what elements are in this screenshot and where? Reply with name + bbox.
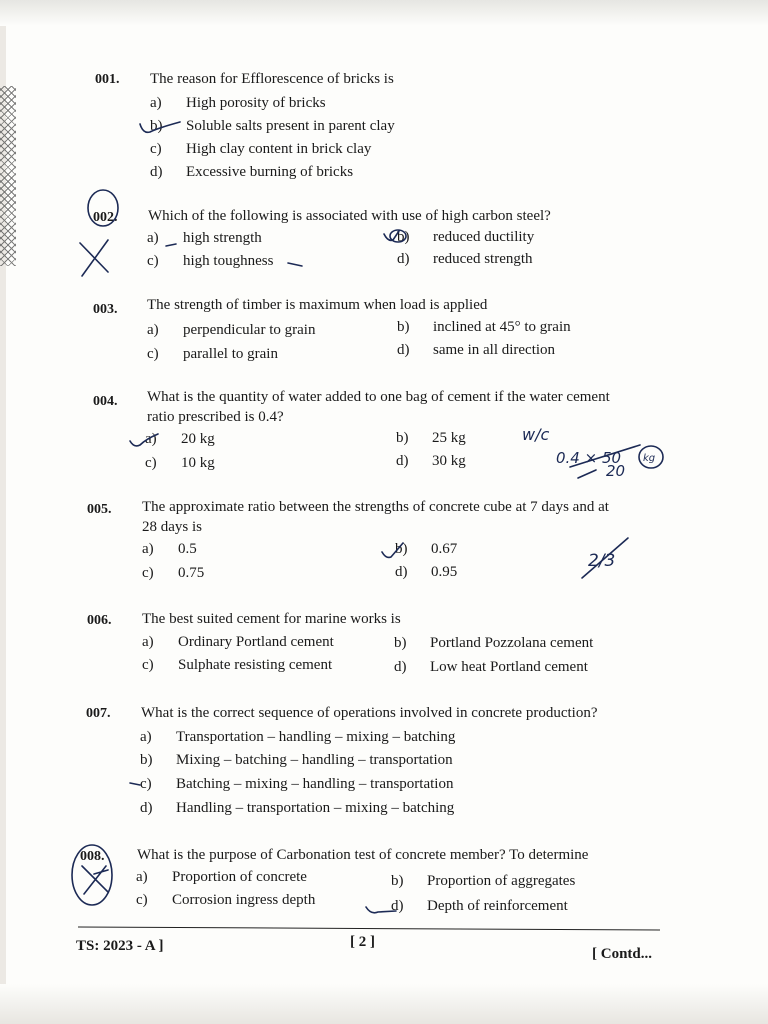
option-c: c) 10 kg: [145, 455, 215, 471]
question-number: 005.: [87, 502, 112, 517]
note-wc: w/c: [522, 425, 550, 444]
option-c: c) Corrosion ingress depth: [136, 892, 316, 908]
question-stem: What is the purpose of Carbonation test of concrete member? To determine: [137, 847, 589, 863]
binding-pattern: [0, 86, 16, 266]
option-d: d) 30 kg: [396, 453, 466, 469]
continued-label: [ Contd...: [592, 946, 653, 962]
question-stem: Which of the following is associated with use of high carbon steel?: [148, 208, 551, 224]
option-a: a) 0.5: [142, 541, 197, 557]
question-number: 006.: [87, 613, 112, 628]
question-number: 007.: [86, 706, 111, 721]
question-stem-line-1: What is the quantity of water added to one bag of cement if the water cement: [147, 389, 610, 405]
question-stem: The reason for Efflorescence of bricks is: [150, 71, 394, 87]
option-d: d) Depth of reinforcement: [391, 898, 568, 914]
note-unit: kg: [643, 453, 656, 464]
tick-mark-q007: [130, 783, 140, 785]
question-number: 004.: [93, 394, 118, 409]
option-a: a) Proportion of concrete: [136, 869, 307, 885]
question-stem-line-2: ratio prescribed is 0.4?: [147, 409, 284, 425]
option-d: d) Excessive burning of bricks: [150, 164, 354, 180]
option-b: b) 0.67: [395, 541, 458, 557]
option-a: a) perpendicular to grain: [147, 322, 316, 338]
cross-mark-q002: [80, 240, 108, 276]
option-c: c) High clay content in brick clay: [150, 141, 372, 157]
option-b: b) Soluble salts present in parent clay: [150, 118, 395, 134]
option-c: c) parallel to grain: [147, 346, 278, 362]
option-a: a) High porosity of bricks: [150, 95, 326, 111]
question-stem-line-2: 28 days is: [142, 519, 202, 535]
cross-mark-q008: [82, 866, 108, 894]
note-two-thirds: 2/3: [588, 551, 616, 571]
option-b: b) 25 kg: [396, 430, 466, 446]
option-c: c) Batching – mixing – handling – transportation: [140, 776, 454, 792]
question-number: 002.: [93, 210, 118, 225]
option-b: b) reduced ductility: [397, 229, 535, 245]
option-b: b) Proportion of aggregates: [391, 873, 576, 889]
note-result-circle: [639, 446, 663, 468]
note-calc: 0.4 × 50: [556, 449, 622, 467]
option-c: c) Sulphate resisting cement: [142, 657, 333, 673]
option-a: a) Transportation – handling – mixing – batching: [140, 729, 456, 745]
option-a: a) high strength: [147, 230, 262, 246]
option-c: c) 0.75: [142, 565, 205, 581]
dash-mark-q002-c: [288, 263, 302, 266]
question-number: 003.: [93, 302, 118, 317]
question-stem-line-1: The approximate ratio between the strengths of concrete cube at 7 days and at: [142, 499, 609, 515]
option-d: d) 0.95: [395, 564, 458, 580]
option-c: c) high toughness: [147, 253, 274, 269]
question-number: 001.: [95, 72, 120, 87]
question-number: 008.: [80, 849, 105, 864]
paper-code: TS: 2023 - A ]: [76, 938, 164, 954]
note-slash: [582, 538, 628, 578]
option-d: d) Low heat Portland cement: [394, 659, 588, 675]
note-strike: [578, 470, 596, 478]
note-fraction-bar: [570, 445, 640, 467]
page-number: [ 2 ]: [350, 934, 375, 950]
option-b: b) Portland Pozzolana cement: [394, 635, 594, 651]
question-stem: The strength of timber is maximum when load is applied: [147, 297, 488, 313]
footer-rule: [78, 926, 660, 930]
option-b: b) Mixing – batching – handling – transportation: [140, 752, 453, 768]
question-stem: What is the correct sequence of operations involved in concrete production?: [141, 705, 598, 721]
option-b: b) inclined at 45° to grain: [397, 319, 571, 335]
option-a: a) 20 kg: [145, 431, 215, 447]
option-a: a) Ordinary Portland cement: [142, 634, 334, 650]
note-result: 20: [606, 462, 626, 480]
page-top-edge: [0, 0, 768, 26]
option-d: d) Handling – transportation – mixing – batching: [140, 800, 455, 816]
option-d: d) reduced strength: [397, 251, 533, 267]
page-bottom-edge: [0, 984, 768, 1024]
option-d: d) same in all direction: [397, 342, 556, 358]
question-stem: The best suited cement for marine works is: [142, 611, 401, 627]
